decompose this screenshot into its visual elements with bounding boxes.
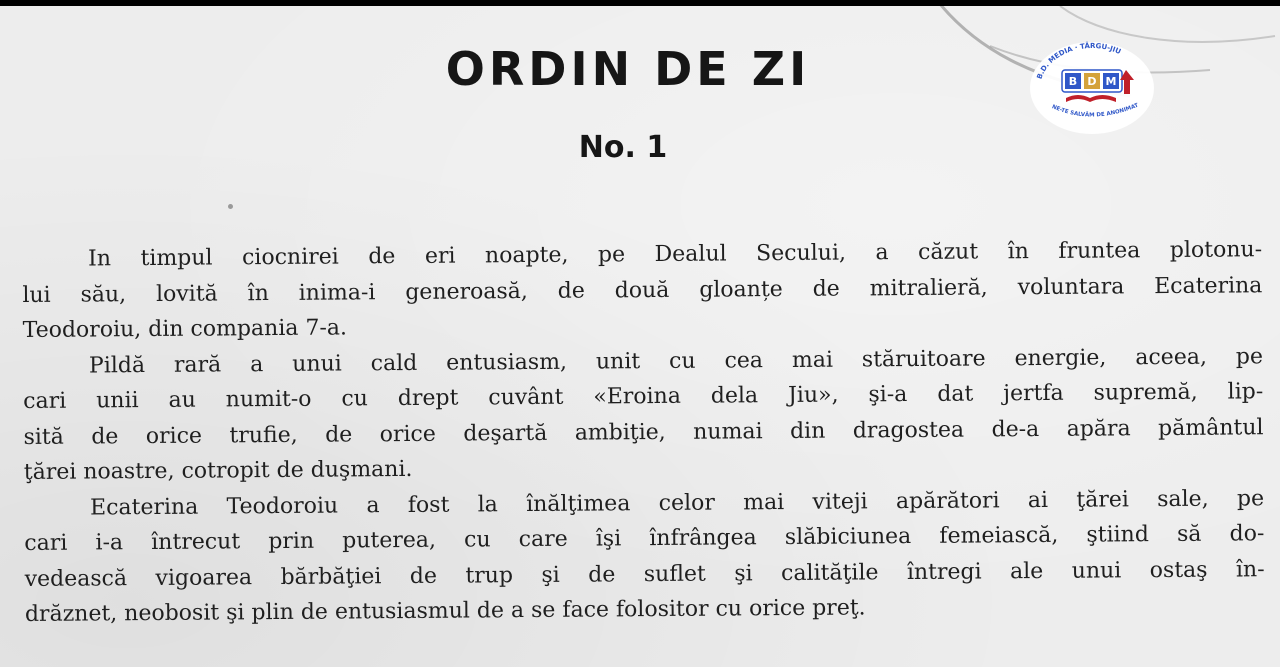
document-page [0, 6, 1280, 667]
media-logo-stamp [1026, 36, 1158, 136]
text-line: Ecaterina Teodoroiu a fost la înălţimea celor mai viteji apărători ai ţărei sale, pe [89, 485, 1265, 520]
logo-letter-b: B [1068, 75, 1078, 88]
text-line: drăznet, neobosit şi plin de entusiasmul de a se face folositor cu orice preţ. [24, 595, 866, 627]
text-line: In timpul ciocnirei de eri noapte, pe Dealul Secului, a căzut în fruntea plotonu- [88, 237, 1263, 272]
logo-letter-m: M [1105, 75, 1117, 88]
document-title: ORDIN DE ZI [445, 42, 811, 96]
text-line: Pildă rară a unui cald entusiasm, unit cu cea mai stăruitoare energie, aceea, pe [88, 343, 1264, 378]
text-line: Teodoroiu, din compania 7-a. [22, 315, 348, 343]
text-line: vedească vigoarea bărbăţiei de trup şi de suflet şi calităţile întregi ale unui ostaş în- [24, 556, 1265, 592]
logo-letter-d: D [1087, 75, 1097, 88]
text-line: lui său, lovită în inima-i generoasă, de două gloanțe de mitralieră, voluntara Ecaterina [22, 272, 1263, 308]
paper-speck [228, 204, 233, 209]
stamp-bottom-text: NE-TE SALVĂM DE ANONIMAT [1050, 102, 1140, 119]
text-line: cari i-a întrecut prin puterea, cu care îşi înfrângea slăbiciunea femeiască, ştiind să do- [24, 521, 1265, 556]
stamp-top-text: B.D. MEDIA · TÂRGU-JIU [1035, 41, 1123, 81]
text-line: cari unii au numit-o cu drept cuvânt «Eroina dela Jiu», şi-a dat jertfa supremă, lip- [23, 379, 1264, 414]
text-line: ţărei noastre, cotropit de duşmani. [23, 456, 413, 485]
text-line: sită de orice trufie, de orice deşartă ambiţie, numai din dragostea de-a apăra pământul [23, 414, 1264, 450]
document-number: No. 1 [578, 130, 668, 165]
document-body [22, 232, 1265, 632]
logo-icon [1026, 36, 1158, 136]
